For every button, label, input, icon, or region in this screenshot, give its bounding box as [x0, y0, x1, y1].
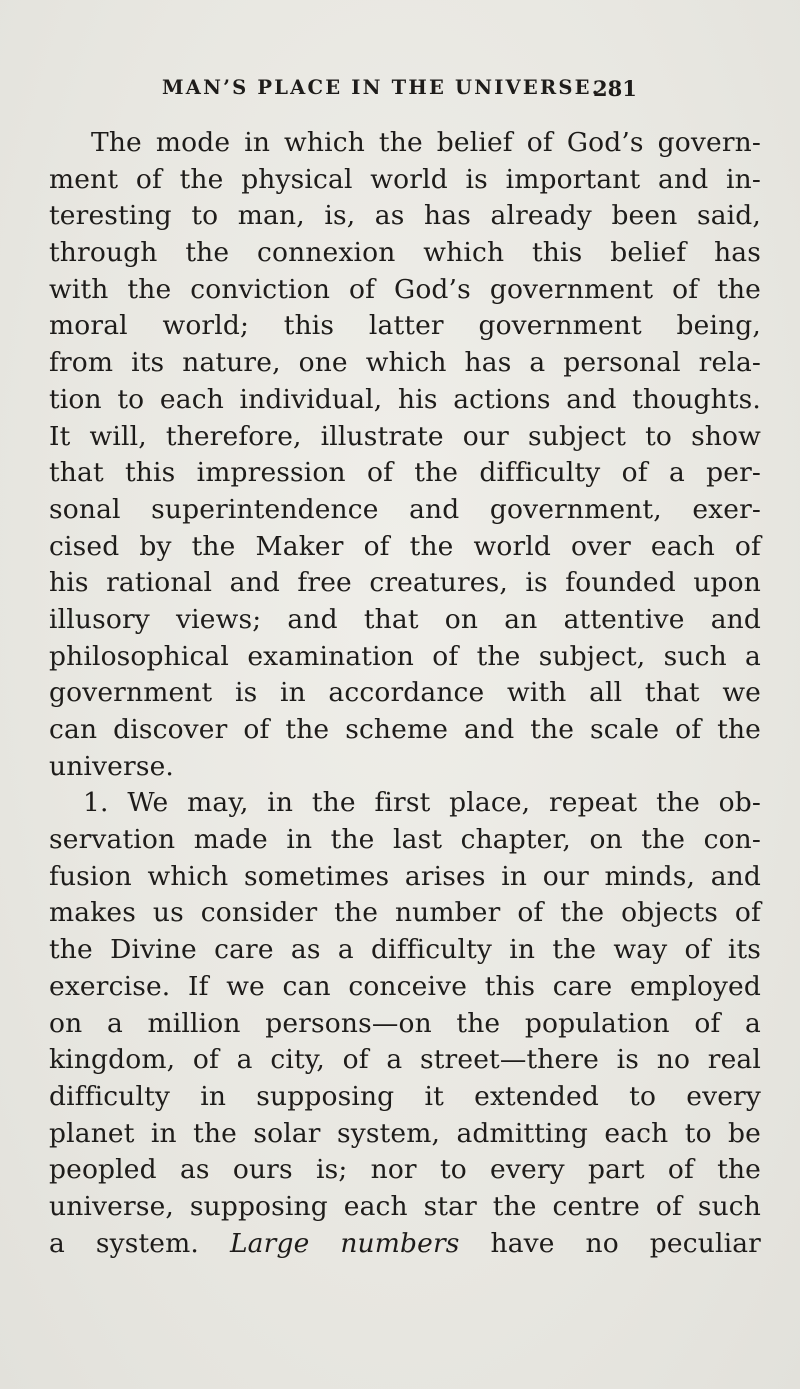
- text-line: universe.: [49, 750, 174, 782]
- body-text: [49, 125, 761, 1262]
- text-line: 1. We may, in the first place, repeat the ob-: [83, 787, 761, 819]
- text-line: planet in the solar system, admitting each to be: [49, 1117, 761, 1149]
- text-line-final: [49, 1226, 761, 1263]
- text-line: ment of the physical world is important and in-: [49, 163, 761, 195]
- text-line: tion to each individual, his actions and thoughts.: [49, 383, 761, 415]
- text-line: difficulty in supposing it extended to every: [49, 1080, 761, 1112]
- text-line: the Divine care as a difficulty in the way of its: [49, 934, 761, 966]
- paragraph-2: [49, 785, 761, 1262]
- text-line: peopled as ours is; nor to every part of the: [49, 1154, 761, 1186]
- text-line: can discover of the scheme and the scale of the: [49, 714, 761, 745]
- text-line: that this impression of the difficulty of a per-: [49, 457, 761, 489]
- text-run: have no peculiar: [490, 1227, 761, 1259]
- page-number: 281: [593, 76, 637, 101]
- text-line: makes us consider the number of the objects of: [49, 897, 761, 929]
- running-head: MAN’S PLACE IN THE UNIVERSE.: [162, 76, 601, 99]
- text-line: The mode in which the belief of God’s govern-: [91, 127, 761, 158]
- paragraph-1: [49, 125, 761, 785]
- text-line: illusory views; and that on an attentive and: [49, 603, 761, 635]
- text-line: cised by the Maker of the world over each of: [49, 530, 761, 562]
- text-line: kingdom, of a city, of a street—there is no real: [49, 1044, 761, 1076]
- text-line: fusion which sometimes arises in our minds, and: [49, 860, 761, 892]
- text-line: servation made in the last chapter, on the con-: [49, 824, 761, 856]
- text-line: exercise. If we can conceive this care employed: [49, 970, 761, 1002]
- text-line: government is in accordance with all that we: [49, 677, 761, 709]
- text-line: through the connexion which this belief has: [49, 237, 761, 269]
- page-header: [0, 74, 800, 110]
- text-line: philosophical examination of the subject, such a: [49, 640, 761, 672]
- text-line: It will, therefore, illustrate our subject to show: [49, 420, 761, 452]
- italic-text-run: Large numbers: [229, 1227, 460, 1259]
- text-run: a system.: [49, 1227, 199, 1259]
- text-line: from its nature, one which has a personal rela-: [49, 347, 761, 379]
- text-line: his rational and free creatures, is founded upon: [49, 567, 761, 599]
- text-line: teresting to man, is, as has already been said,: [49, 200, 761, 232]
- text-line: moral world; this latter government being,: [49, 310, 761, 342]
- text-line: sonal superintendence and government, exer-: [49, 493, 761, 525]
- text-line: on a million persons—on the population of a: [49, 1007, 761, 1039]
- text-line: with the conviction of God’s government of the: [49, 273, 761, 305]
- text-line: universe, supposing each star the centre of such: [49, 1190, 761, 1222]
